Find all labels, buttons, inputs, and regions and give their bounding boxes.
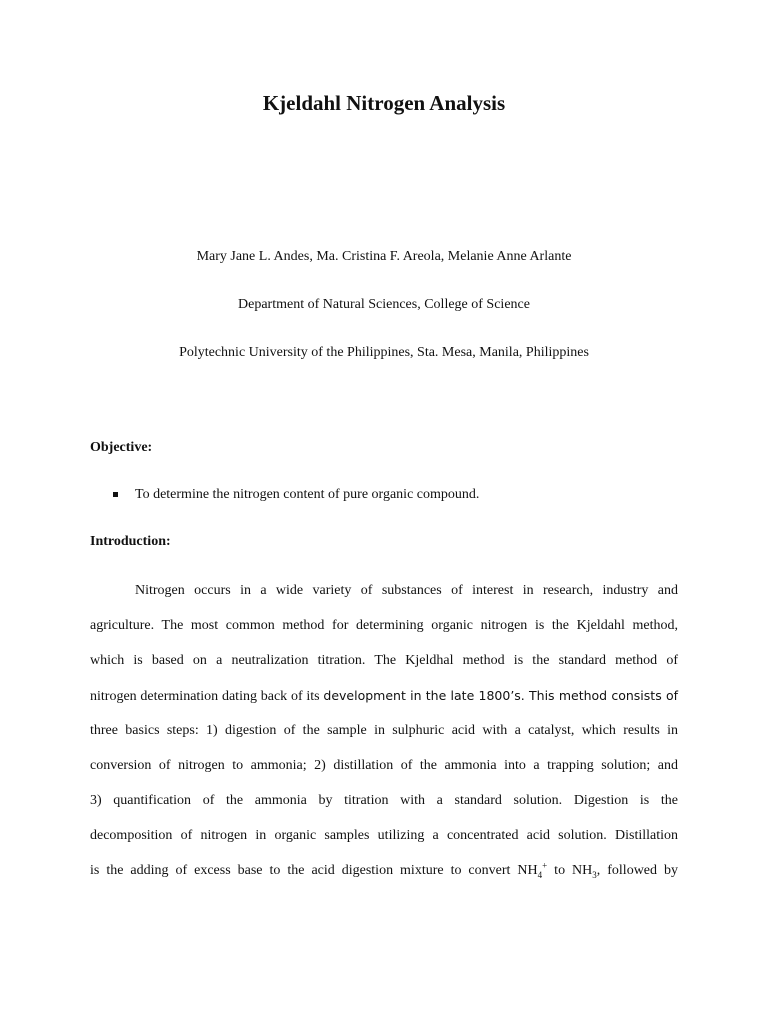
paragraph-line: conversion of nitrogen to ammonia; 2) distillation of the ammonia into a trapping solution; and	[90, 758, 678, 773]
square-bullet-icon	[113, 492, 118, 497]
paragraph-line: Nitrogen occurs in a wide variety of substances of interest in research, industry and	[135, 583, 678, 598]
paragraph-line: decomposition of nitrogen in organic samples utilizing a concentrated acid solution. Distillation	[90, 828, 678, 843]
superscript: +	[542, 860, 548, 871]
paper-title: Kjeldahl Nitrogen Analysis	[262, 91, 506, 115]
paragraph-text-segment: is the adding of excess base to the acid digestion mixture to convert NH	[90, 863, 538, 878]
introduction-paragraph	[90, 581, 678, 896]
subscript: 3	[592, 869, 597, 880]
objective-bullet-text: To determine the nitrogen content of pure organic compound.	[135, 487, 480, 502]
paragraph-line: which is based on a neutralization titration. The Kjeldhal method is the standard method of	[90, 653, 678, 668]
paragraph-text-segment: to NH	[547, 863, 593, 878]
department-affiliation: Department of Natural Sciences, College of Science	[238, 297, 530, 312]
introduction-heading: Introduction:	[90, 534, 171, 549]
paragraph-text-segment: , followed by	[596, 863, 679, 878]
paragraph-text-segment: development in the late 1800’s. This method consists of	[323, 688, 679, 703]
university-affiliation: Polytechnic University of the Philippines, Sta. Mesa, Manila, Philippines	[179, 345, 589, 360]
paragraph-line	[90, 861, 678, 881]
paragraph-line: three basics steps: 1) digestion of the sample in sulphuric acid with a catalyst, which results in	[90, 723, 678, 738]
paragraph-line: agriculture. The most common method for determining organic nitrogen is the Kjeldahl method,	[90, 618, 678, 633]
paragraph-text-segment: nitrogen determination dating back of its	[90, 689, 324, 704]
author-list: Mary Jane L. Andes, Ma. Cristina F. Areola, Melanie Anne Arlante	[196, 249, 572, 264]
paragraph-line	[90, 686, 678, 706]
objective-heading: Objective:	[90, 440, 153, 455]
paragraph-line: 3) quantification of the ammonia by titration with a standard solution. Digestion is the	[90, 793, 678, 808]
subscript: 4	[537, 869, 543, 880]
